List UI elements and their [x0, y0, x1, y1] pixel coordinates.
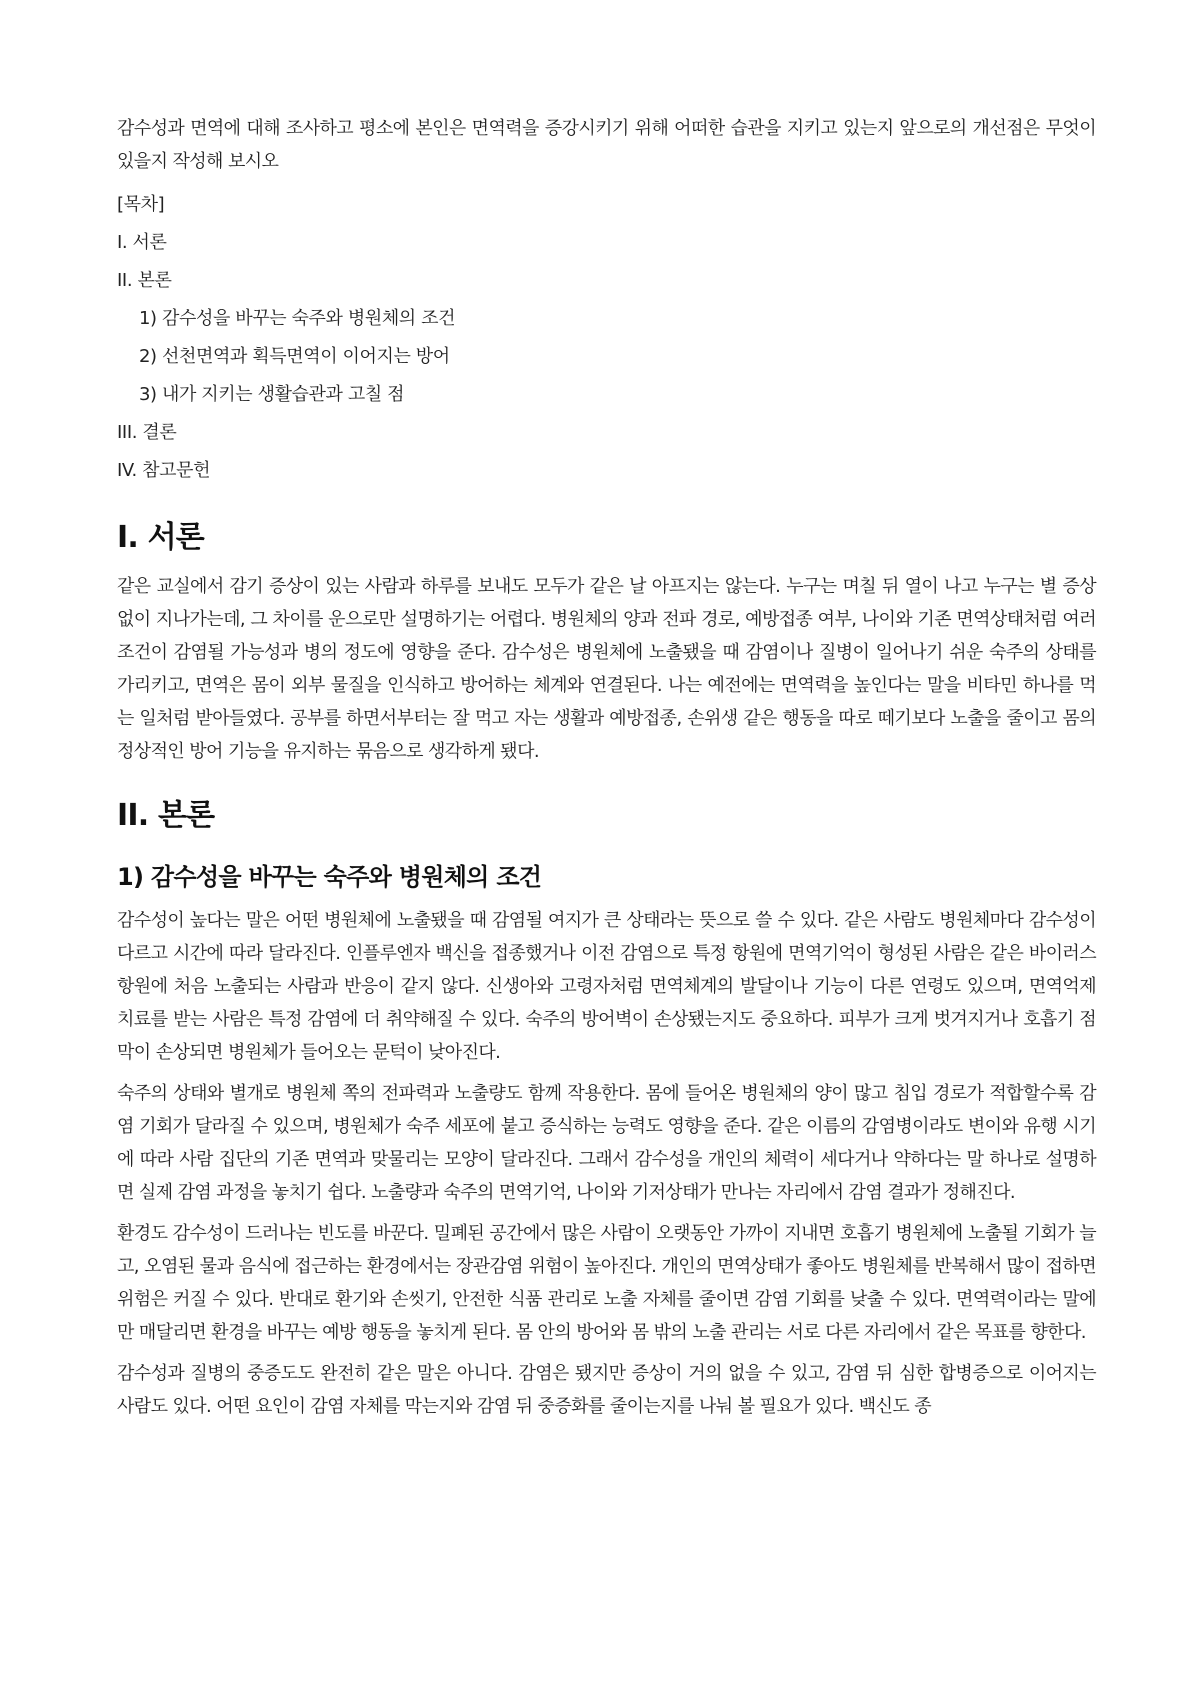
- toc-item-body: II. 본론: [117, 270, 172, 291]
- table-of-contents: [117, 186, 1096, 490]
- section-title-intro: I. 서론: [117, 520, 204, 555]
- body-paragraph: 감수성과 질병의 중증도도 완전히 같은 말은 아니다. 감염은 됐지만 증상이 거의 없을 수 있고, 감염 뒤 심한 합병증으로 이어지는 사람도 있다. 어떤 요인이 감염 자체를 막는지와 감염 뒤 중증화를 줄이는지를 나눠 볼 필요가 있다. 백신도 종: [117, 1363, 1096, 1417]
- toc-heading: [목차]: [117, 194, 165, 215]
- toc-item-references: IV. 참고문헌: [117, 460, 211, 481]
- toc-item-intro: I. 서론: [117, 232, 167, 253]
- body-paragraph: 감수성이 높다는 말은 어떤 병원체에 노출됐을 때 감염될 여지가 큰 상태라는 뜻으로 쓸 수 있다. 같은 사람도 병원체마다 감수성이 다르고 시간에 따라 달라진다. 인플루엔자 백신을 접종했거나 이전 감염으로 특정 항원에 면역기억이 형성된 사람은 같은 바이러스 항원에 처음 노출되는 사람과 반응이 같지 않다. 신생아와 고령자처럼 면역체계의 발달이나 기능이 다른 연령도 있으며, 면역억제 치료를 받는 사람은 특정 감염에 더 취약해질 수 있다. 숙주의 방어벽이 손상됐는지도 중요하다. 피부가 크게 벗겨지거나 호흡기 점막이 손상되면 병원체가 들어오는 문턱이 낮아진다.: [117, 910, 1096, 1063]
- toc-item-body-2: 2) 선천면역과 획득면역이 이어지는 방어: [139, 346, 450, 367]
- body-paragraph: 환경도 감수성이 드러나는 빈도를 바꾼다. 밀폐된 공간에서 많은 사람이 오랫동안 가까이 지내면 호흡기 병원체에 노출될 기회가 늘고, 오염된 물과 음식에 접근하는 환경에서는 장관감염 위험이 높아진다. 개인의 면역상태가 좋아도 병원체를 반복해서 많이 접하면 위험은 커질 수 있다. 반대로 환기와 손씻기, 안전한 식품 관리로 노출 자체를 줄이면 감염 기회를 낮출 수 있다. 면역력이라는 말에만 매달리면 환경을 바꾸는 예방 행동을 놓치게 된다. 몸 안의 방어와 몸 밖의 노출 관리는 서로 다른 자리에서 같은 목표를 향한다.: [117, 1223, 1096, 1343]
- assignment-prompt: 감수성과 면역에 대해 조사하고 평소에 본인은 면역력을 증강시키기 위해 어떠한 습관을 지키고 있는지 앞으로의 개선점은 무엇이 있을지 작성해 보시오: [117, 118, 1096, 172]
- body-paragraph: 숙주의 상태와 별개로 병원체 쪽의 전파력과 노출량도 함께 작용한다. 몸에 들어온 병원체의 양이 많고 침입 경로가 적합할수록 감염 기회가 달라질 수 있으며, 병원체가 숙주 세포에 붙고 증식하는 능력도 영향을 준다. 같은 이름의 감염병이라도 변이와 유행 시기에 따라 사람 집단의 기존 면역과 맞물리는 모양이 달라진다. 그래서 감수성을 개인의 체력이 세다거나 약하다는 말 하나로 설명하면 실제 감염 과정을 놓치기 쉽다. 노출량과 숙주의 면역기억, 나이와 기저상태가 만나는 자리에서 감염 결과가 정해진다.: [117, 1083, 1096, 1203]
- intro-paragraph: 같은 교실에서 감기 증상이 있는 사람과 하루를 보내도 모두가 같은 날 아프지는 않는다. 누구는 며칠 뒤 열이 나고 누구는 별 증상 없이 지나가는데, 그 차이를 운으로만 설명하기는 어렵다. 병원체의 양과 전파 경로, 예방접종 여부, 나이와 기존 면역상태처럼 여러 조건이 감염될 가능성과 병의 정도에 영향을 준다. 감수성은 병원체에 노출됐을 때 감염이나 질병이 일어나기 쉬운 숙주의 상태를 가리키고, 면역은 몸이 외부 물질을 인식하고 방어하는 체계와 연결된다. 나는 예전에는 면역력을 높인다는 말을 비타민 하나를 먹는 일처럼 받아들였다. 공부를 하면서부터는 잘 먹고 자는 생활과 예방접종, 손위생 같은 행동을 따로 떼기보다 노출을 줄이고 몸의 정상적인 방어 기능을 유지하는 묶음으로 생각하게 됐다.: [117, 576, 1096, 762]
- toc-item-body-1: 1) 감수성을 바꾸는 숙주와 병원체의 조건: [139, 308, 456, 329]
- toc-item-body-3: 3) 내가 지키는 생활습관과 고칠 점: [139, 384, 405, 405]
- section-title-body: II. 본론: [117, 798, 215, 833]
- toc-item-conclusion: III. 결론: [117, 422, 177, 443]
- subsection-title-1: 1) 감수성을 바꾸는 숙주와 병원체의 조건: [117, 863, 542, 891]
